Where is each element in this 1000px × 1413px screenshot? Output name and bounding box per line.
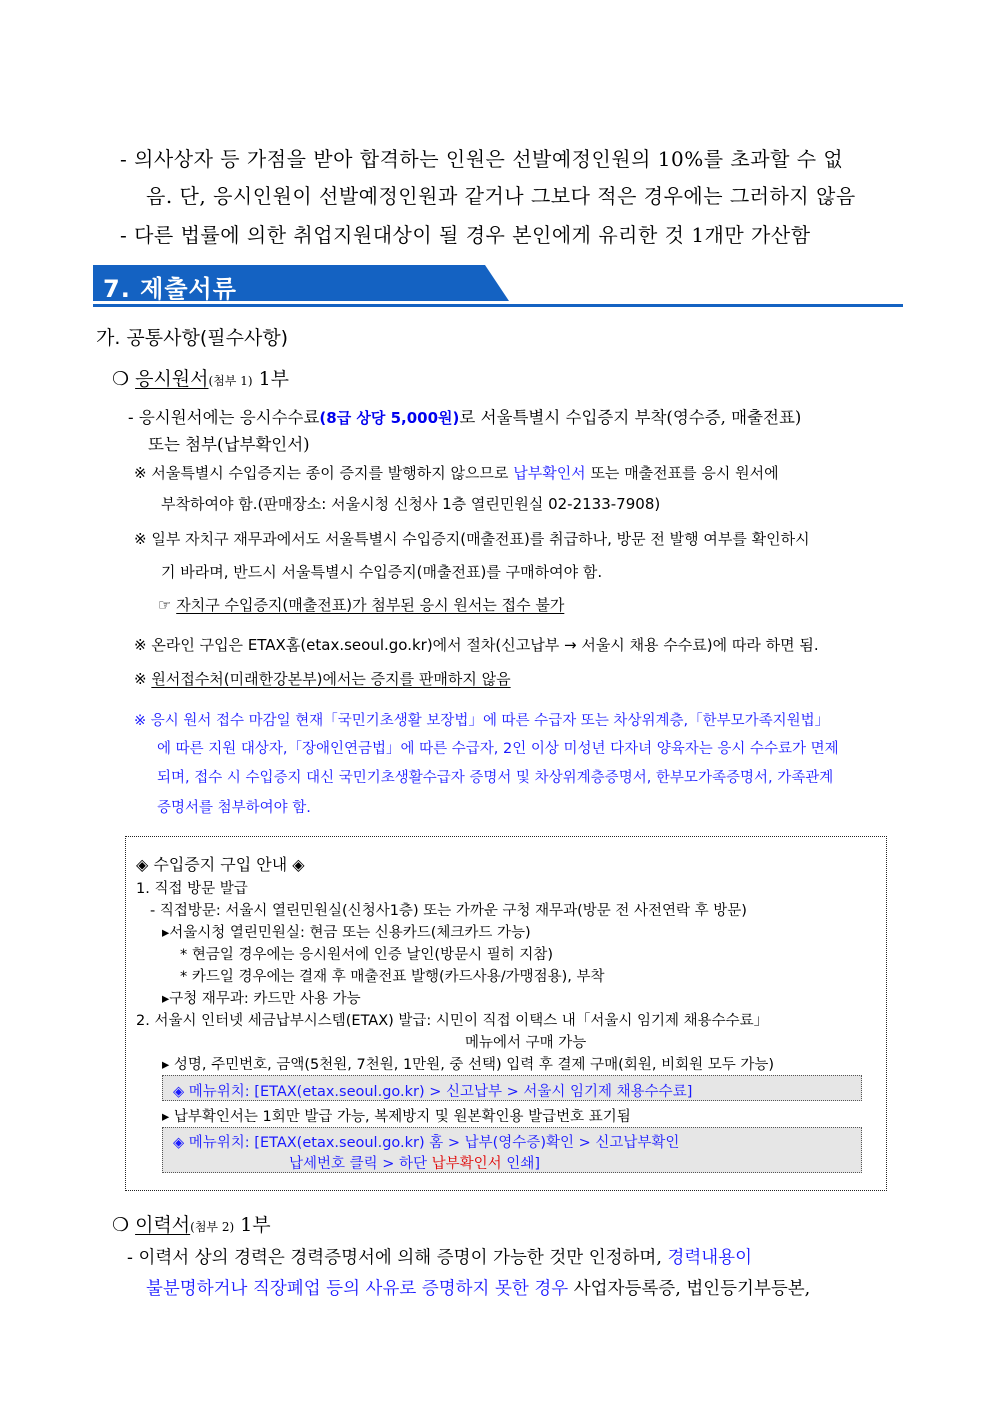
guide-item-1b: ▸구청 재무과: 카드만 사용 가능 xyxy=(162,991,361,1007)
resume-desc-highlight-2: 불분명하거나 직장폐업 등의 사유로 증명하지 못한 경우 xyxy=(146,1279,569,1299)
menu-location-2-line-1: ◈ 메뉴위치: [ETAX(etax.seoul.go.kr) 홈 > 납부(영수증)확인 > 신고납부확인 xyxy=(173,1135,680,1151)
note-4-mark: ※ xyxy=(134,670,152,688)
circle-bullet-icon: ❍ xyxy=(112,1214,130,1236)
application-heading xyxy=(112,364,289,391)
menu-location-2-pre: 납세번호 클릭 > 하단 xyxy=(289,1156,432,1172)
guide-item-2a: ▸ 성명, 주민번호, 금액(5천원, 7천원, 1만원, 중 선택) 입력 후 결제 구매(회원, 비회원 모두 가능) xyxy=(162,1057,774,1073)
resume-desc-line-1 xyxy=(127,1244,752,1269)
section-banner xyxy=(93,265,903,307)
guide-title: ◈ 수입증지 구입 안내 ◈ xyxy=(136,855,305,874)
intro-line-2: 음. 단, 응시인원이 선발예정인원과 같거나 그보다 적은 경우에는 그러하지 않음 xyxy=(146,184,856,208)
guide-item-1: 1. 직접 방문 발급 xyxy=(136,881,248,897)
application-fee: (8급 상당 5,000원) xyxy=(319,409,460,427)
application-desc-line-2: 또는 첨부(납부확인서) xyxy=(148,435,310,454)
note-1-post: 또는 매출전표를 응시 원서에 xyxy=(585,464,779,482)
resume-desc-pre: - 이력서 상의 경력은 경력증명서에 의해 증명이 가능한 것만 인정하며, xyxy=(127,1248,668,1268)
guide-item-1a2: * 카드일 경우에는 결재 후 매출전표 발행(카드사용/가맹점용), 부착 xyxy=(180,969,605,985)
guide-item-1-dash: - 직접방문: 서울시 열린민원실(신청사1층) 또는 가까운 구청 재무과(방문 전 사전연락 후 방문) xyxy=(150,903,747,919)
subsection-title: 가. 공통사항(필수사항) xyxy=(96,327,289,349)
intro-line-1: - 의사상자 등 가점을 받아 합격하는 인원은 선발예정인원의 10%를 초과할 수 없 xyxy=(120,147,844,171)
menu-location-1-text: ◈ 메뉴위치: [ETAX(etax.seoul.go.kr) > 신고납부 > 서울시 임기제 채용수수료] xyxy=(173,1084,693,1100)
note-5-line-4: 증명서를 첨부하여야 함. xyxy=(157,800,311,816)
application-count: 1부 xyxy=(258,368,290,390)
resume-heading xyxy=(112,1210,271,1237)
guide-item-1a: ▸서울시청 열린민원실: 현금 또는 신용카드(체크카드 가능) xyxy=(162,925,531,941)
note-2-warning xyxy=(158,594,564,615)
guide-item-2b: ▸ 납부확인서는 1회만 발급 가능, 복제방지 및 원본확인용 발급번호 표기됨 xyxy=(162,1109,631,1125)
resume-desc-highlight-1: 경력내용이 xyxy=(667,1248,752,1268)
resume-name: 이력서 xyxy=(135,1214,191,1236)
resume-count: 1부 xyxy=(240,1214,271,1236)
note-1-pre: ※ 서울특별시 수입증지는 종이 증지를 발행하지 않으므로 xyxy=(134,464,514,482)
note-1-line-2: 부착하여야 함.(판매장소: 서울시청 신청사 1층 열린민원실 02-2133-7908) xyxy=(161,495,661,513)
application-desc-line-1 xyxy=(128,404,801,428)
note-5-line-1: ※ 응시 원서 접수 마감일 현재「국민기초생활 보장법」에 따른 수급자 또는 차상위계층,「한부모가족지원법」 xyxy=(134,713,830,729)
intro-line-3: - 다른 법률에 의한 취업지원대상이 될 경우 본인에게 유리한 것 1개만 가산함 xyxy=(120,223,811,247)
note-3: ※ 온라인 구입은 ETAX홈(etax.seoul.go.kr)에서 절차(신고납부 → 서울시 채용 수수료)에 따라 하면 됨. xyxy=(134,636,819,654)
menu-location-1 xyxy=(162,1075,862,1101)
application-name: 응시원서 xyxy=(135,368,209,390)
application-desc-pre: - 응시원서에는 응시수수료 xyxy=(128,408,320,427)
guide-item-2-cont: 메뉴에서 구매 가능 xyxy=(465,1035,587,1051)
guide-item-1a1: * 현금일 경우에는 응시원서에 인증 날인(방문시 필히 지참) xyxy=(180,947,553,963)
resume-desc-post: 사업자등록증, 법인등기부등본, xyxy=(568,1279,811,1299)
circle-bullet-icon: ❍ xyxy=(112,368,130,390)
menu-location-2-line-2 xyxy=(289,1152,540,1173)
pointing-hand-icon: ☞ xyxy=(158,596,172,614)
application-desc-post: 로 서울특별시 수입증지 부착(영수증, 매출전표) xyxy=(459,408,802,427)
note-4 xyxy=(134,668,511,689)
note-4-text: 원서접수처(미래한강본부)에서는 증지를 판매하지 않음 xyxy=(151,670,511,688)
resume-attach: (첨부 2) xyxy=(190,1220,235,1234)
menu-location-2-post: 인쇄] xyxy=(501,1156,540,1172)
resume-desc-line-2 xyxy=(146,1275,810,1300)
guide-item-2: 2. 서울시 인터넷 세금납부시스템(ETAX) 발급: 시민이 직접 이택스 내「서울시 임기제 채용수수료」 xyxy=(136,1013,769,1029)
note-5-line-2: 에 따른 지원 대상자,「장애인연금법」에 따른 수급자, 2인 이상 미성년 다자녀 양육자는 응시 수수료가 면제 xyxy=(157,741,839,757)
note-2-warning-text: 자치구 수입증지(매출전표)가 첨부된 응시 원서는 접수 불가 xyxy=(176,596,565,614)
section-title: 7. 제출서류 xyxy=(103,275,237,303)
note-2-line-2: 기 바라며, 반드시 서울특별시 수입증지(매출전표)를 구매하여야 함. xyxy=(161,563,603,581)
stamp-guide-box xyxy=(125,836,887,1191)
application-attach: (첨부 1) xyxy=(208,374,253,388)
note-2-line-1: ※ 일부 자치구 재무과에서도 서울특별시 수입증지(매출전표)를 취급하나, 방문 전 발행 여부를 확인하시 xyxy=(134,530,810,548)
note-1-highlight: 납부확인서 xyxy=(513,464,586,482)
menu-location-2 xyxy=(162,1127,862,1173)
menu-location-2-highlight: 납부확인서 xyxy=(431,1156,502,1172)
note-1-line-1 xyxy=(134,462,779,483)
note-5-line-3: 되며, 접수 시 수입증지 대신 국민기초생활수급자 증명서 및 차상위계층증명서, 한부모가족증명서, 가족관계 xyxy=(157,770,834,786)
